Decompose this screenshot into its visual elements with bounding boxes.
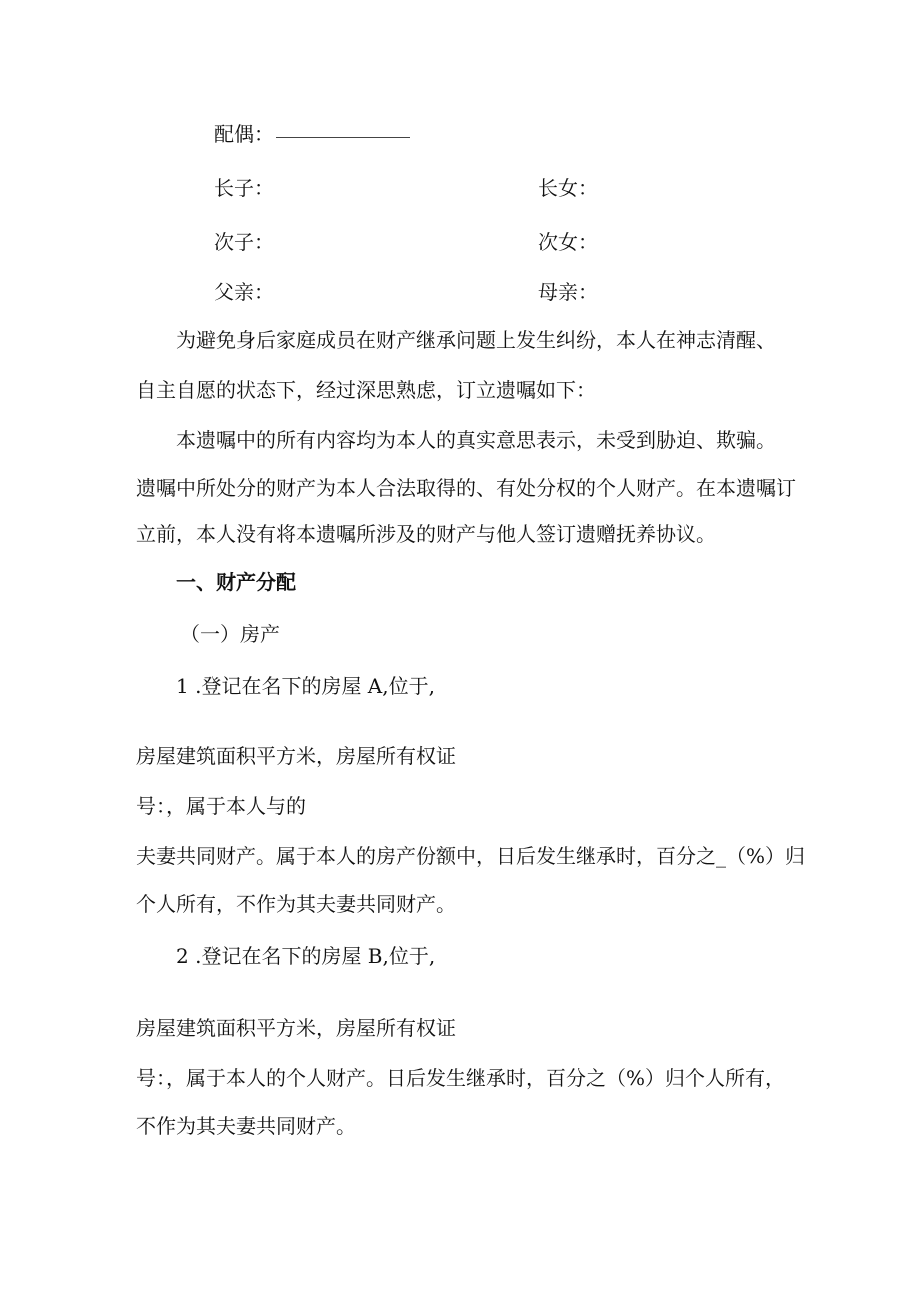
item1-line3: 号：，属于本人与的 xyxy=(136,794,306,818)
item1-line2: 房屋建筑面积平方米，房屋所有权证 xyxy=(136,744,456,768)
preamble-p2-line3: 立前，本人没有将本遗嘱所涉及的财产与他人签订遗赠抚养协议。 xyxy=(136,522,716,546)
preamble-p2-line2: 遗嘱中所处分的财产为本人合法取得的、有处分权的个人财产。在本遗嘱订 xyxy=(136,476,796,500)
spouse-row xyxy=(214,120,410,148)
preamble-p1-line2: 自主自愿的状态下，经过深思熟虑，订立遗嘱如下： xyxy=(136,378,596,402)
father-label: 父亲： xyxy=(214,280,274,304)
section-heading: 一、财产分配 xyxy=(176,570,296,594)
eldest-daughter-label: 长女： xyxy=(538,176,598,200)
preamble-p2-line1: 本遗嘱中的所有内容均为本人的真实意思表示，未受到胁迫、欺骗。 xyxy=(176,428,776,452)
eldest-son-label: 长子： xyxy=(214,176,274,200)
item1-line5: 个人所有，不作为其夫妻共同财产。 xyxy=(136,892,456,916)
spouse-label: 配偶： xyxy=(214,122,274,146)
mother-label: 母亲： xyxy=(538,280,598,304)
spouse-blank[interactable] xyxy=(276,137,410,138)
second-son-label: 次子： xyxy=(214,230,274,254)
item2-line2: 房屋建筑面积平方米，房屋所有权证 xyxy=(136,1016,456,1040)
item2-line1: 2 .登记在名下的房屋 B,位于, xyxy=(176,944,436,968)
section-subheading: （一）房产 xyxy=(180,622,280,646)
item2-line4: 不作为其夫妻共同财产。 xyxy=(136,1114,356,1138)
item1-line4: 夫妻共同财产。属于本人的房产份额中，日后发生继承时，百分之_（%）归 xyxy=(136,844,806,868)
second-daughter-label: 次女： xyxy=(538,230,598,254)
item2-line3: 号：，属于本人的个人财产。日后发生继承时，百分之（%）归个人所有， xyxy=(136,1066,786,1090)
preamble-p1-line1: 为避免身后家庭成员在财产继承问题上发生纠纷，本人在神志清醒、 xyxy=(176,328,776,352)
item1-line1: 1 .登记在名下的房屋 A,位于, xyxy=(176,674,435,698)
